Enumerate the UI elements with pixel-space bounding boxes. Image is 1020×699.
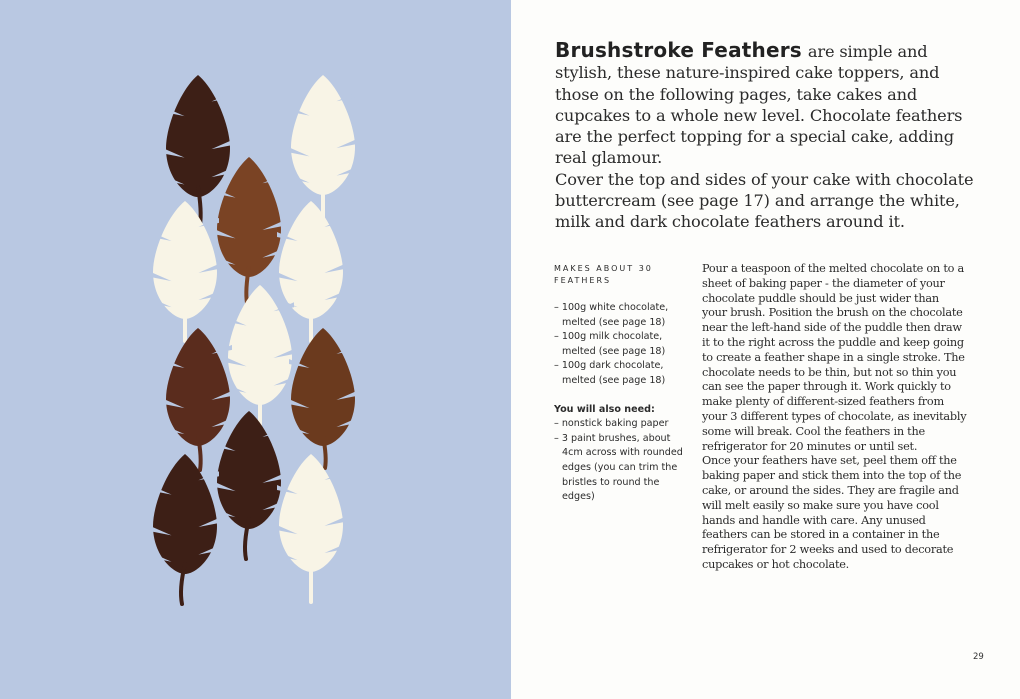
equipment-item: – nonstick baking paper (554, 418, 669, 430)
recipe-details (554, 263, 694, 505)
yield-label: MAKES ABOUT 30 FEATHERS (554, 264, 653, 285)
intro-paragraph (555, 40, 975, 169)
feather (164, 75, 232, 225)
feather (289, 75, 357, 217)
feather (164, 328, 232, 470)
feather (226, 285, 294, 427)
intro-body: are simple and stylish, these nature-inspired cake toppers, and those on the following pages, take cakes and cupcakes to a whole new level. Chocolate feathers are the perfect topping for a special cake, adding real glamour. (555, 42, 963, 168)
equipment-heading: You will also need: (554, 403, 655, 415)
ingredient-item: – 100g white chocolate, melted (see page 18) (554, 302, 669, 328)
feather-vane (166, 75, 230, 197)
feather-vane (166, 328, 230, 446)
feather-stem (198, 436, 201, 470)
method-paragraph: Pour a teaspoon of the melted chocolate on to a sheet of baking paper - the diameter of your chocolate puddle should be just wider than your brush. Position the brush on the chocolate near the left-hand side of the puddle then draw it to the right across the puddle and keep going to create a feather shape in a single stroke. The chocolate needs to be thin, but not so thin you can see the paper through it. Work quickly to make plenty of different-sized feathers from your 3 different types of chocolate, as inevitably some will break. Cool the feathers in the refrigerator for 20 minutes or until set. (702, 262, 967, 453)
feather-vane (279, 454, 343, 572)
feather (215, 411, 283, 559)
feather-vane (279, 201, 343, 319)
feather (277, 201, 345, 341)
feather-stem (246, 267, 249, 303)
feather-stem (323, 436, 326, 468)
method-text (702, 262, 967, 573)
equipment-list (554, 417, 694, 505)
feather (289, 328, 357, 468)
ingredient-item: – 100g milk chocolate, melted (see page 18) (554, 331, 666, 357)
feather-vane (291, 75, 355, 195)
feather-vane (291, 328, 355, 446)
ingredient-item: – 100g dark chocolate, melted (see page 18) (554, 360, 666, 386)
feather-vane (153, 454, 217, 574)
feather-vane (217, 157, 281, 277)
feather (277, 454, 345, 602)
feather-vane (217, 411, 281, 529)
intro-paragraph-2: Cover the top and sides of your cake with chocolate buttercream (see page 17) and arrange the white, milk and dark chocolate feathers around it. (555, 169, 974, 232)
text-page (511, 0, 1020, 699)
page-number: 29 (973, 652, 984, 662)
feather (215, 157, 283, 303)
recipe-title: Brushstroke Feathers (555, 38, 802, 62)
method-paragraph: Once your feathers have set, peel them off the baking paper and stick them into the top of the cake, or around the sides. They are fragile and will melt easily so make sure you have cool hands and handle with care. Any unused feathers can be stored in a container in the refrigerator for 2 weeks and used to decorate cupcakes or hot chocolate. (702, 454, 962, 571)
ingredient-list (554, 301, 694, 389)
equipment-item: – 3 paint brushes, about 4cm across with rounded edges (you can trim the bristles to round the edges) (554, 432, 683, 503)
feather-vane (153, 201, 217, 319)
intro-text (555, 40, 975, 233)
feather (151, 201, 219, 341)
feather (151, 454, 219, 604)
